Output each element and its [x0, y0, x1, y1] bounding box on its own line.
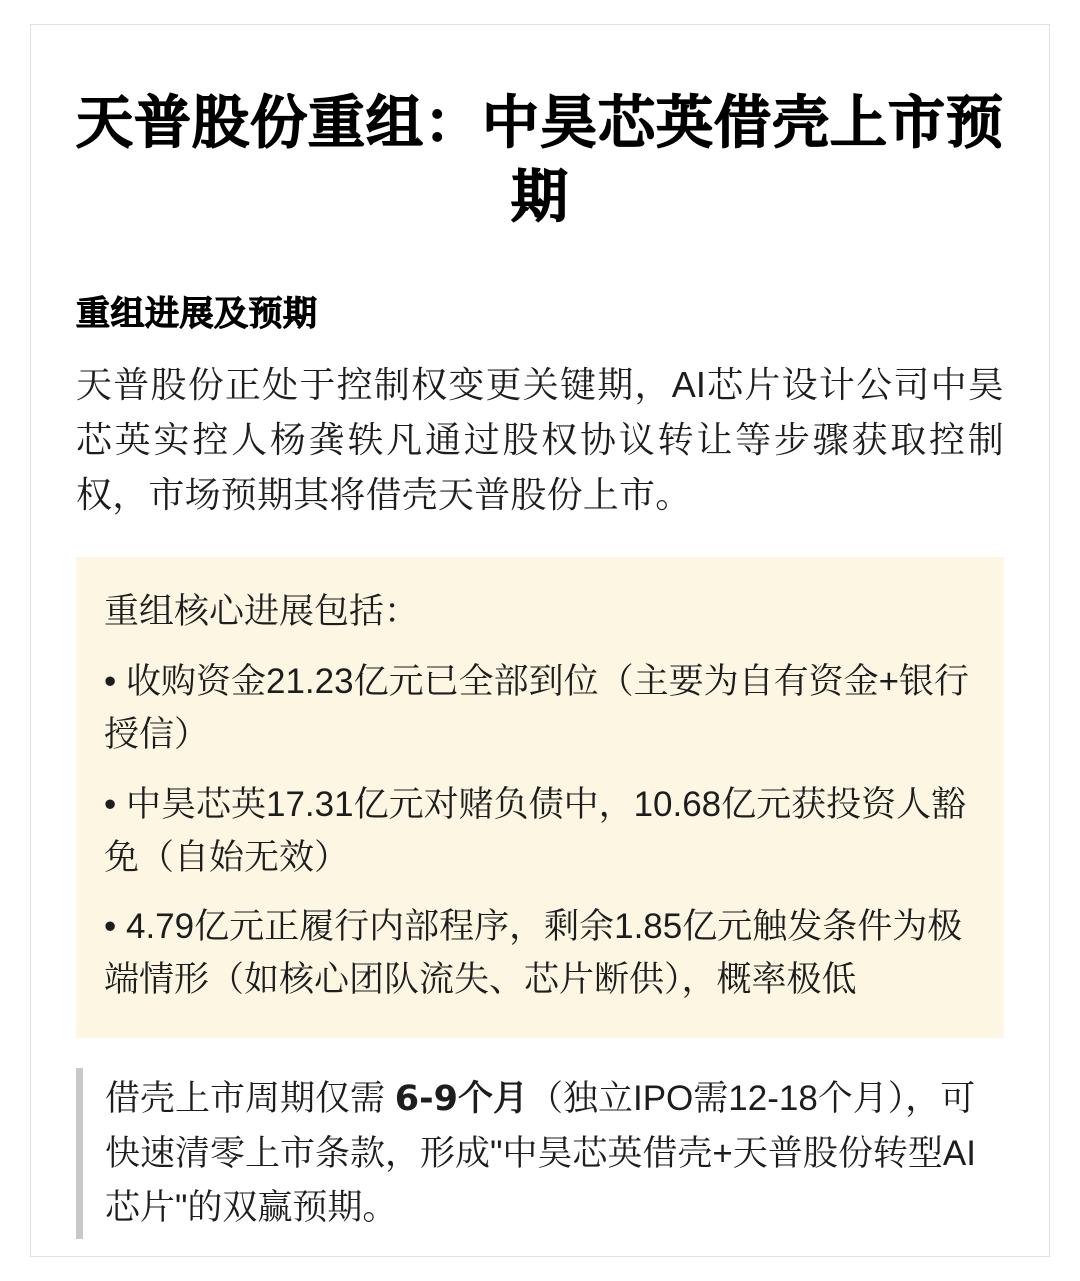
section-heading: 重组进展及预期: [76, 294, 318, 335]
page-title: 天普股份重组：中昊芯英借壳上市预期: [76, 90, 1004, 231]
list-item: • 4.79亿元正履行内部程序，剩余1.85亿元触发条件为极端情形（如核心团队流失、芯片断供），概率极低: [104, 907, 963, 1000]
quote-text-after: （独立IPO需12-18个月），可快速清零上市条款，形成"中昊芯英借壳+天普股份转型AI芯片"的双赢预期。: [105, 1079, 976, 1228]
pull-quote: [76, 1068, 1004, 1239]
callout-heading: 重组核心进展包括：: [104, 591, 420, 631]
list-item: • 中昊芯英17.31亿元对赌负债中，10.68亿元获投资人豁免（自始无效）: [104, 784, 967, 877]
lead-paragraph: 天普股份正处于控制权变更关键期，AI芯片设计公司中昊芯英实控人杨龚轶凡通过股权协议转让等步骤获取控制权，市场预期其将借壳天普股份上市。: [76, 364, 1004, 515]
article-content: [30, 30, 1050, 1239]
quote-text-before: 借壳上市周期仅需: [105, 1079, 395, 1119]
quote-highlight: 6-9个月: [394, 1079, 528, 1120]
list-item: • 收购资金21.23亿元已全部到位（主要为自有资金+银行授信）: [104, 662, 970, 755]
highlight-callout: [76, 557, 1004, 1039]
